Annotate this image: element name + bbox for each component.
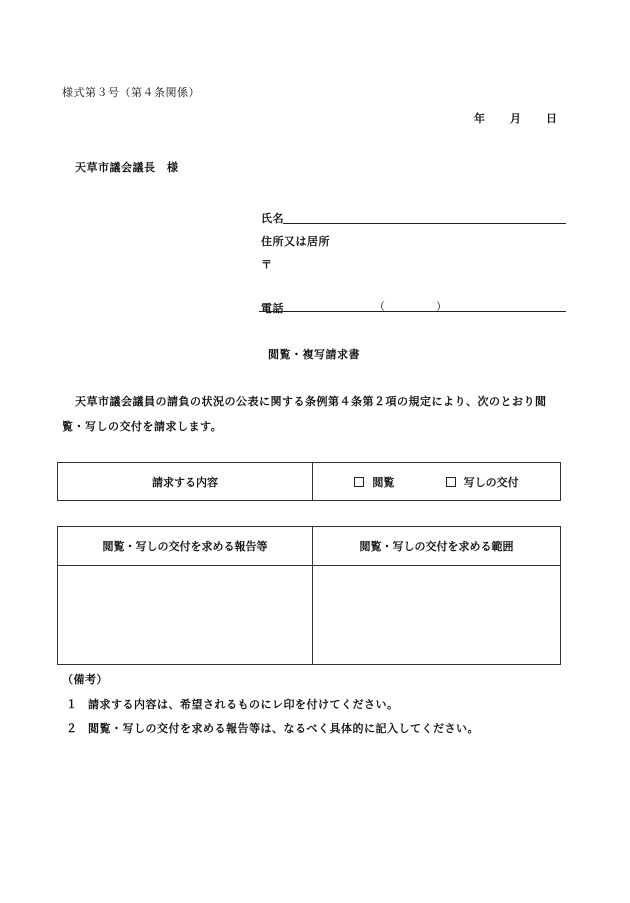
body-line-1: 天草市議会議員の請負の状況の公表に関する条例第４条第２項の規定により、次のとおり閲 (75, 395, 547, 408)
body-line-2: 覧・写しの交付を請求します。 (62, 420, 223, 433)
request-table (57, 462, 561, 501)
detail-table (57, 526, 561, 665)
request-options-cell (313, 463, 561, 501)
phone-label: 電話 (261, 302, 284, 315)
name-label: 氏名 (261, 212, 284, 225)
copy-option[interactable] (446, 476, 519, 489)
request-label: 請求する内容 (58, 463, 313, 501)
date-day-label: 日 (546, 112, 558, 125)
date-year-label: 年 (474, 112, 486, 125)
detail-scope-field[interactable] (313, 566, 561, 665)
view-option-label: 閲覧 (372, 475, 395, 489)
phone-field[interactable] (259, 311, 566, 312)
view-checkbox[interactable] (354, 477, 364, 487)
note-1-text: 請求する内容は、希望されるものにレ印を付けてください。 (88, 698, 399, 711)
copy-checkbox[interactable] (446, 477, 456, 487)
note-2-number: ２ (66, 722, 78, 735)
name-field[interactable] (283, 223, 566, 224)
detail-header-reports: 閲覧・写しの交付を求める報告等 (58, 527, 313, 566)
copy-option-label: 写しの交付 (463, 475, 519, 489)
addressee: 天草市議会議長 様 (75, 161, 179, 174)
form-number: 様式第３号（第４条関係） (62, 86, 200, 99)
note-1-number: １ (66, 698, 78, 711)
phone-close-paren: ） (436, 300, 448, 313)
form-title: 閲覧・複写請求書 (268, 348, 360, 361)
notes-heading: （備考） (62, 673, 108, 686)
address-label: 住所又は居所 (261, 235, 330, 248)
phone-open-paren: （ (374, 300, 386, 313)
detail-reports-field[interactable] (58, 566, 313, 665)
date-month-label: 月 (510, 112, 522, 125)
postal-mark: 〒 (261, 258, 273, 271)
view-option[interactable] (354, 476, 398, 489)
detail-header-scope: 閲覧・写しの交付を求める範囲 (313, 527, 561, 566)
note-2-text: 閲覧・写しの交付を求める報告等は、なるべく具体的に記入してください。 (88, 722, 479, 735)
